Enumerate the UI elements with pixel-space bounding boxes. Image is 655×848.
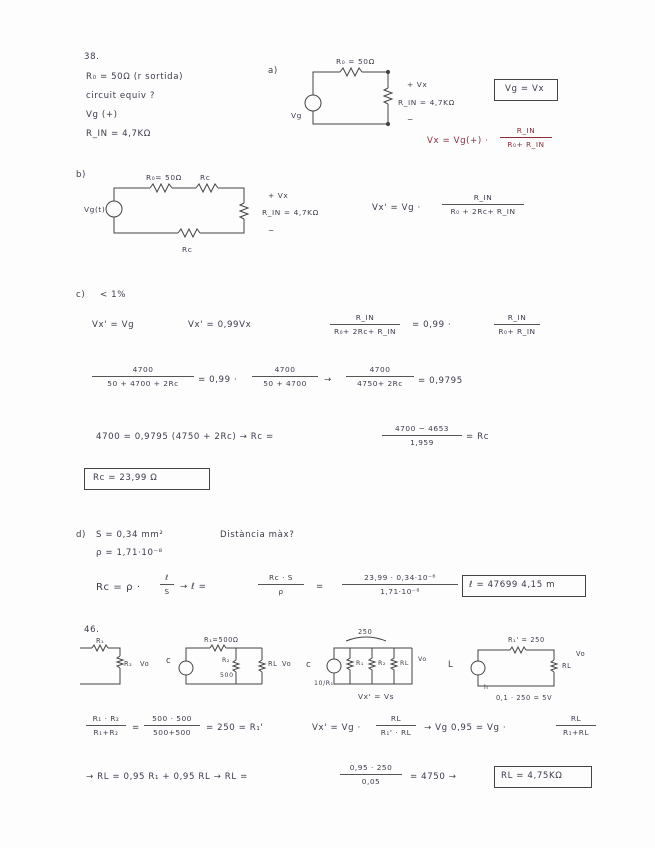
a-vx-label: + Vx xyxy=(407,80,428,89)
46-c3-source: 10/R₁ xyxy=(314,680,334,687)
d-rc-equation: Rc = ρ · xyxy=(96,582,141,593)
46-line2: → RL = 0,95 R₁ + 0,95 RL → RL = xyxy=(86,772,248,782)
46-c3-r1: R₁ xyxy=(356,660,364,667)
46-c3-250: 250 xyxy=(358,628,373,636)
c-fraction-3: 4700 50 + 4700 + 2Rc xyxy=(92,365,194,388)
46-fraction-1: R₁ · R₂ R₁+R₂ xyxy=(86,714,126,737)
46-fraction-3: RL R₁' · RL xyxy=(376,714,416,737)
b-equation: Vx' = Vg · xyxy=(372,203,421,213)
c-fraction-5: 4700 4750+ 2Rc xyxy=(346,365,414,388)
c-fraction-2: R_IN R₀+ R_IN xyxy=(494,313,540,336)
46-c2-500: 500 xyxy=(220,672,234,679)
a-boxed-result: Vg = Vx xyxy=(494,79,558,101)
handwritten-page: 38. R₀ = 50Ω (r sortida) circuit equiv ? Vg (+) R_IN = 4,7KΩ a) R₀ = 50Ω + Vx R_IN = 4,7KΩ − Vg Vg = Vx Vx = Vg(+) · R_IN R₀+ R_IN b) R₀= 50Ω Rc Rc Vg(t) + Vx R_IN = 4,7KΩ − Vx' = Vg · R_IN R₀ + 2Rc+ R_IN c) < 1% Vx' = Vg Vx' = 0,99Vx R_IN R₀+ 2Rc+ R_IN = 0,99 · R_IN R₀+ R_IN 4700 50 + 4700 + 2Rc = 0,99 · 4700 50 + 4700 → 4700 4750+ 2Rc = 0,9795 4700 = 0,9795 (4750 + 2Rc) → Rc = 4700 − 4653 1,959 = Rc Rc = 23,99 Ω d) S = 0,34 mm² Distància màx? ρ = 1,71·10⁻⁸ Rc = ρ · ℓ S → ℓ = Rc · S ρ = 23,99 · 0,34·10⁻⁶ 1,71·10⁻⁸ ℓ = 47699 4,15 m 46. R₁ R₂ Vo c R₁=500Ω R₂ 500 RL Vo 250 c R₁ R₂ RL Vo 10/R₁ Vx' = Vs L R₁' = 250 RL Vo h 0,1 · 250 = 5V R₁ · R₂ R₁+R₂ = 500 · 500 500+500 = 250 = R₁' Vx' = Vg · RL R₁' · RL → Vg 0,95 = Vg · RL R₁+RL → RL = 0,95 R₁ + 0,95 RL → RL = 0,95 · 250 0,05 = 4750 → RL = 4,75KΩ xyxy=(0,0,655,848)
b-rc-top-label: Rc xyxy=(200,173,211,182)
d-rho: ρ = 1,71·10⁻⁸ xyxy=(96,548,163,558)
46-c4-h: h xyxy=(484,684,489,691)
b-rc-bottom-label: Rc xyxy=(182,245,193,254)
b-r0-label: R₀= 50Ω xyxy=(146,173,182,182)
c-equals-099: = 0,99 · xyxy=(412,320,452,330)
c-line3: 4700 = 0,9795 (4750 + 2Rc) → Rc = xyxy=(96,432,274,442)
46-result-250: = 250 = R₁' xyxy=(206,723,264,733)
d-fraction-3: 23,99 · 0,34·10⁻⁶ 1,71·10⁻⁸ xyxy=(342,573,458,596)
46-c4-vo: Vo xyxy=(576,650,586,658)
a-fraction: R_IN R₀+ R_IN xyxy=(500,126,552,149)
given-vg: Vg (+) xyxy=(86,110,118,120)
a-vg-label: Vg xyxy=(291,111,302,120)
c-fraction-4: 4700 50 + 4700 xyxy=(252,365,318,388)
46-c2-label: c xyxy=(166,656,172,666)
46-c4-label: L xyxy=(448,660,454,670)
46-fraction-5: 0,95 · 250 0,05 xyxy=(340,763,402,786)
circuit-46-1 xyxy=(80,645,123,684)
46-c3-rl: RL xyxy=(400,660,409,667)
46-c3-vo: Vo xyxy=(418,656,427,663)
46-c3-label: c xyxy=(306,660,312,670)
a-rin-label: R_IN = 4,7KΩ xyxy=(398,98,455,107)
c-tolerance: < 1% xyxy=(100,290,126,300)
d-arrow-l: → ℓ = xyxy=(180,582,207,592)
46-equals-1: = xyxy=(132,723,140,733)
d-section: S = 0,34 mm² xyxy=(96,530,164,540)
d-fraction-1: ℓ S xyxy=(160,573,174,596)
46-c2-vo: Vo xyxy=(282,660,292,668)
b-vg-label: Vg(t) xyxy=(84,205,106,214)
c-boxed-result: Rc = 23,99 Ω xyxy=(84,468,210,490)
46-c4-source: 0,1 · 250 = 5V xyxy=(496,694,553,702)
46-c2-rl: RL xyxy=(268,660,278,668)
46-c2-r1: R₁=500Ω xyxy=(204,636,239,644)
given-r0: R₀ = 50Ω (r sortida) xyxy=(86,72,184,82)
46-c1-vo: Vo xyxy=(140,660,150,668)
46-boxed-result: RL = 4,75KΩ xyxy=(494,766,592,788)
46-fraction-2: 500 · 500 500+500 xyxy=(144,714,200,737)
d-equals: = xyxy=(316,582,324,592)
46-c1-r2: R₂ xyxy=(124,660,133,668)
d-fraction-2: Rc · S ρ xyxy=(258,573,304,596)
part-b-label: b) xyxy=(76,170,87,180)
a-minus-label: − xyxy=(407,115,414,124)
46-result-4750: = 4750 → xyxy=(410,772,457,782)
circuit-b xyxy=(106,184,248,237)
46-c4-rl: RL xyxy=(562,662,572,670)
problem-number-38: 38. xyxy=(84,52,100,62)
circuit-46-4 xyxy=(471,647,557,686)
b-fraction: R_IN R₀ + 2Rc+ R_IN xyxy=(442,193,524,216)
a-equation: Vx = Vg(+) · xyxy=(427,136,489,146)
c-result-09795: = 0,9795 xyxy=(418,376,463,386)
b-minus-label: − xyxy=(268,226,275,235)
46-fraction-4: RL R₁+RL xyxy=(556,714,596,737)
46-vx-equation: Vx' = Vg · xyxy=(312,723,361,733)
circuit-a xyxy=(305,68,392,126)
46-c4-r1: R₁' = 250 xyxy=(508,636,545,644)
c-fraction-1: R_IN R₀+ 2Rc+ R_IN xyxy=(330,313,400,336)
problem-number-46: 46. xyxy=(84,625,100,635)
46-c2-r2: R₂ xyxy=(222,657,230,664)
c-line1-right: Vx' = 0,99Vx xyxy=(188,320,252,330)
c-mid-equals: = 0,99 · xyxy=(198,375,238,385)
part-a-label: a) xyxy=(268,66,278,76)
d-question: Distància màx? xyxy=(220,530,295,540)
c-result-rc: = Rc xyxy=(466,432,490,442)
b-vx-label: + Vx xyxy=(268,191,289,200)
46-arrow-095: → Vg 0,95 = Vg · xyxy=(424,723,507,733)
part-c-label: c) xyxy=(76,290,86,300)
a-r0-label: R₀ = 50Ω xyxy=(336,57,375,66)
46-c3-vx: Vx' = Vs xyxy=(358,692,395,701)
d-boxed-result: ℓ = 47699 4,15 m xyxy=(462,575,586,597)
46-c3-r2: R₂ xyxy=(378,660,386,667)
c-line1-left: Vx' = Vg xyxy=(92,320,135,330)
c-fraction-6: 4700 − 4653 1,959 xyxy=(382,424,462,447)
b-rin-label: R_IN = 4,7KΩ xyxy=(262,208,319,217)
given-rin: R_IN = 4,7KΩ xyxy=(86,129,151,139)
46-c1-r1: R₁ xyxy=(96,637,105,645)
part-d-label: d) xyxy=(76,530,87,540)
question-circuit: circuit equiv ? xyxy=(86,91,156,101)
